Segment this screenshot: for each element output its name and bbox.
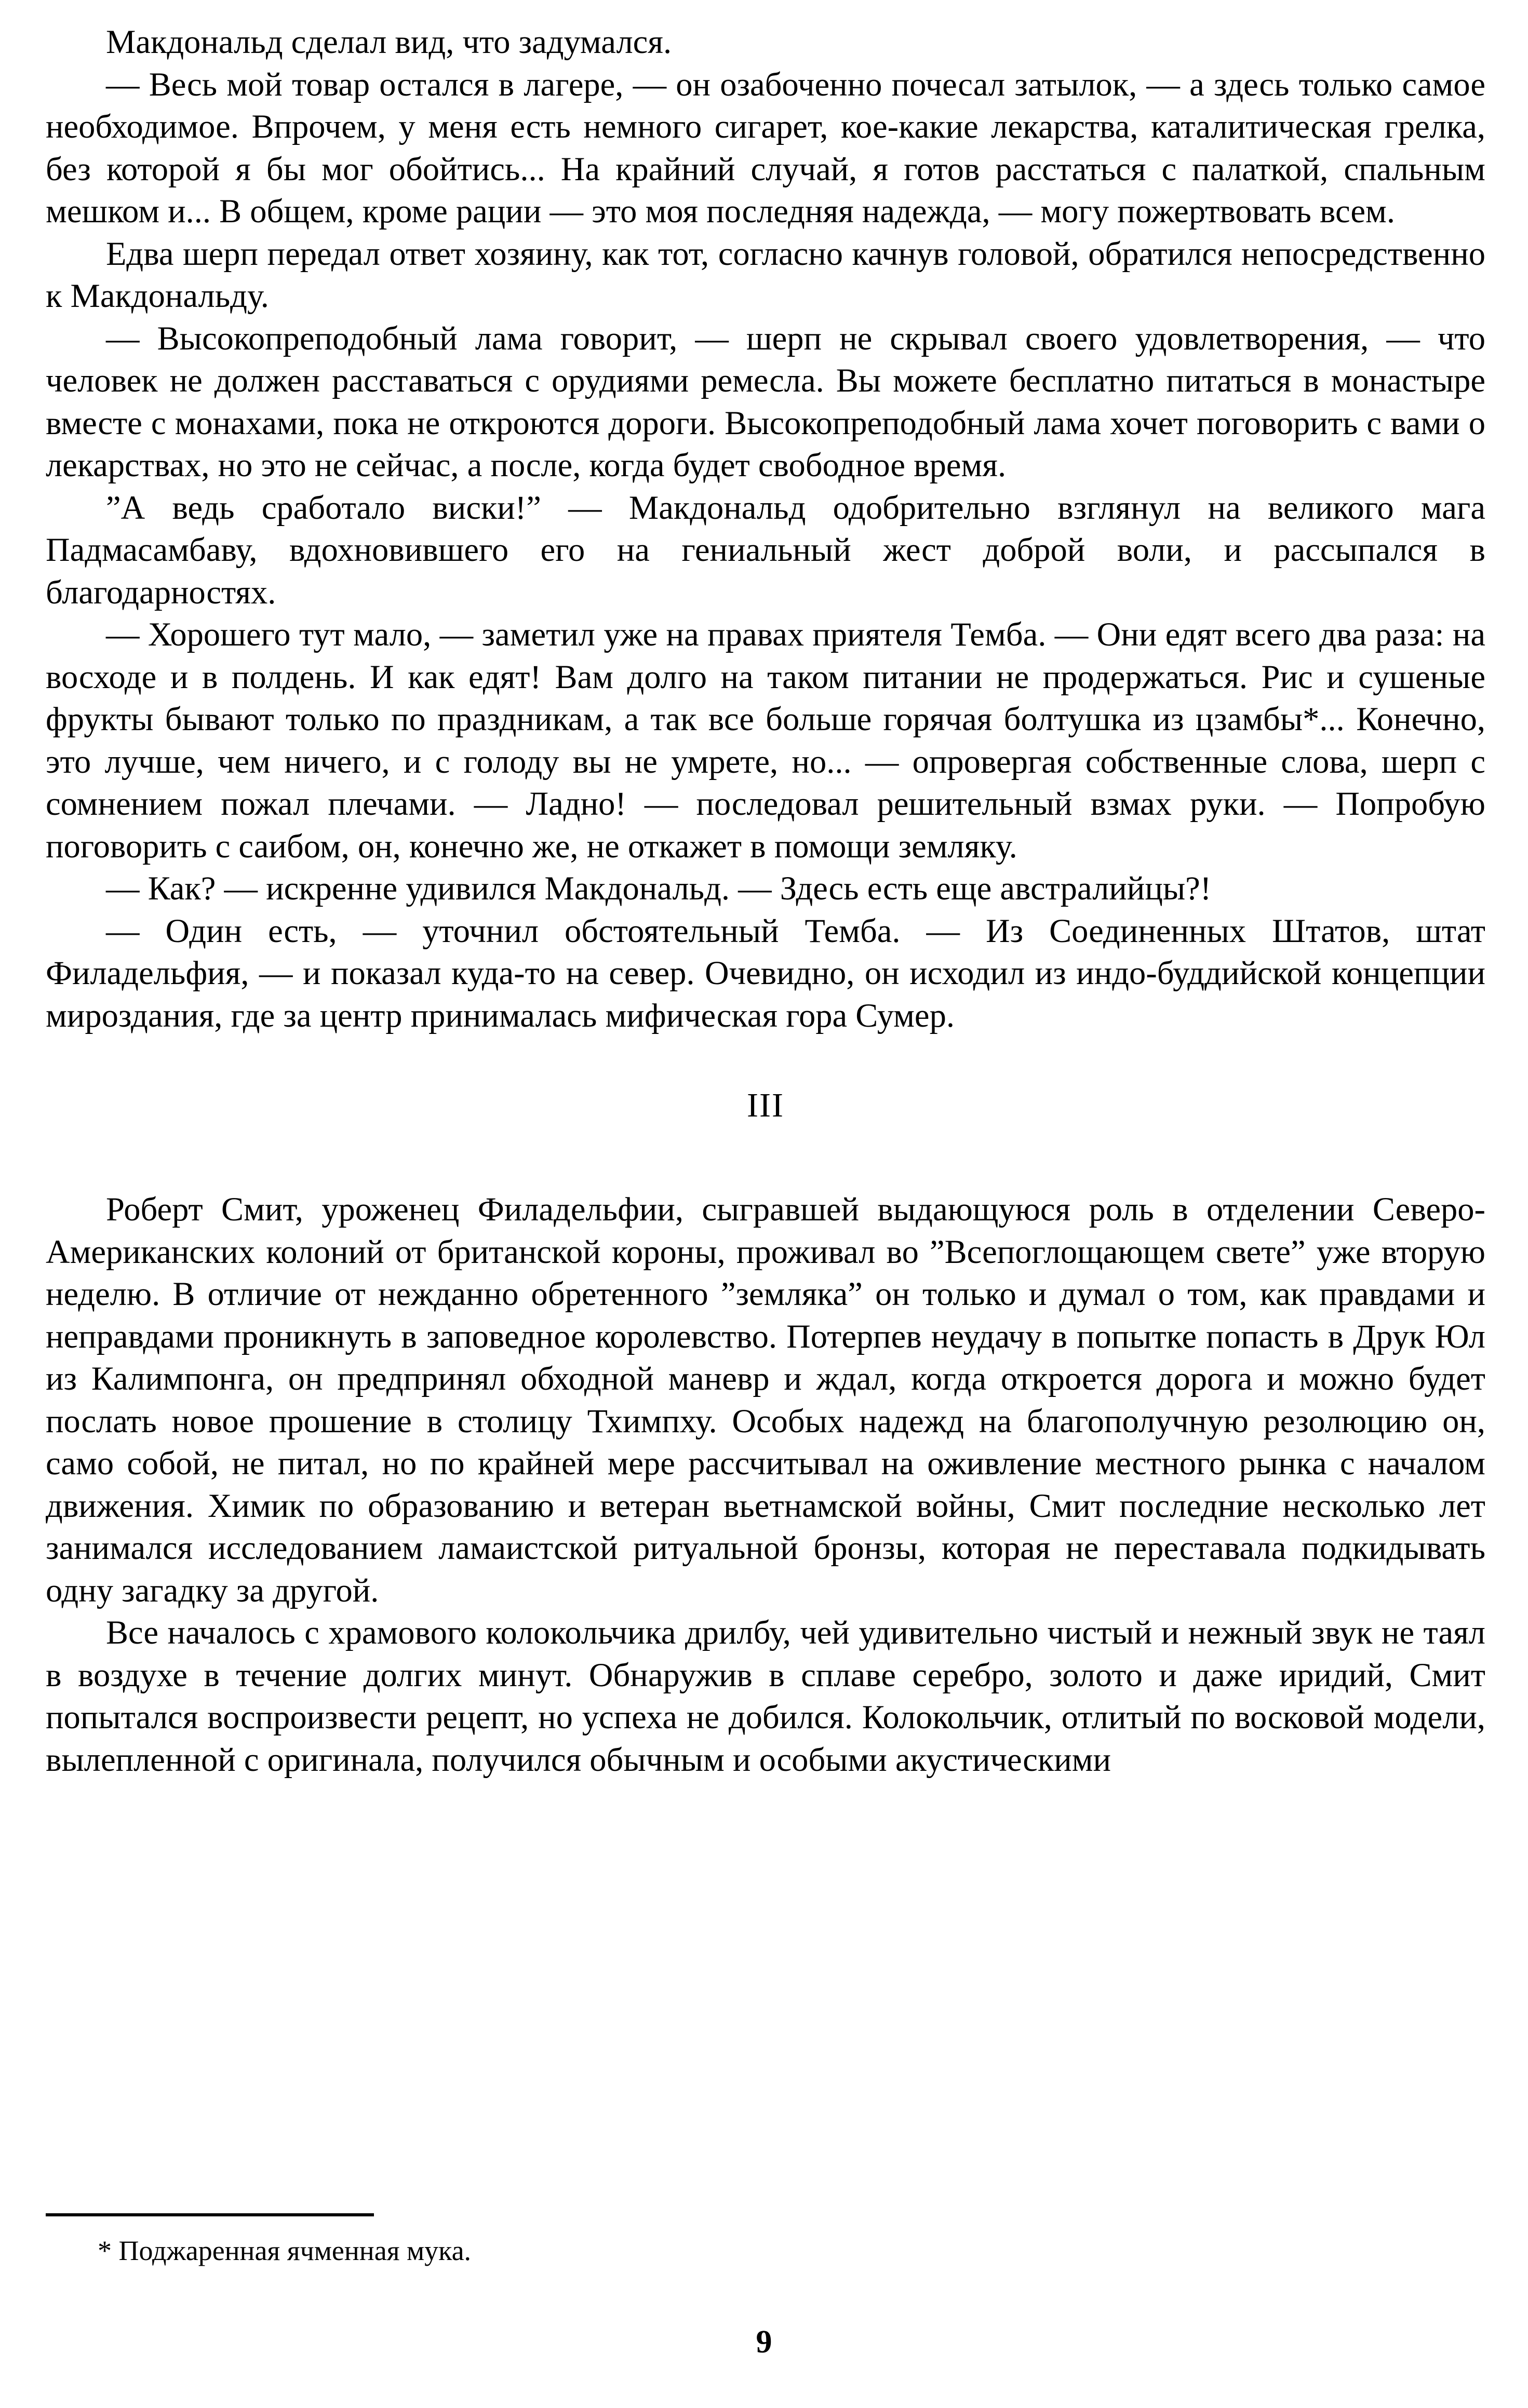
section-heading: III (747, 1086, 784, 1124)
paragraph: — Высокопреподобный лама говорит, — шерп не скрывал своего удовлетворения, — что человек не должен расставаться с орудиями ремесла. Вы можете бесплатно питаться в монастыре вместе с монахами, пока не откроются дороги. Высокопреподобный лама хочет поговорить с вами о лекарствах, но это не сейчас, а после, когда будет свободное время. (46, 319, 1485, 483)
footnote-divider (46, 2213, 374, 2216)
paragraph: — Хорошего тут мало, — заметил уже на правах приятеля Темба. — Они едят всего два раза: на восходе и в полдень. И как едят! Вам долго на таком питании не продержаться. Рис и сушеные фрукты бывают только по праздникам, а так все больше горячая болтушка из цзамбы*... Конечно, это лучше, чем ничего, и с голоду вы не умрете, но... — опровергая собственные слова, шерп с сомнением пожал плечами. — Ладно! — последовал решительный взмах руки. — Попробую поговорить с саибом, он, конечно же, не откажет в помощи земляку. (46, 616, 1485, 865)
page-body (46, 21, 1485, 1781)
paragraph: — Как? — искренне удивился Макдональд. — Здесь есть еще австралийцы?! (106, 870, 1212, 907)
paragraph: — Один есть, — уточнил обстоятельный Темба. — Из Соединенных Штатов, штат Филадельфия, — и показал куда-то на север. Очевидно, он исходил из индо-буддийской концепции мироздания, где за центр принималась мифическая гора Сумер. (46, 912, 1485, 1034)
paragraph: — Весь мой товар остался в лагере, — он озабоченно почесал затылок, — а здесь только самое необходимое. Впрочем, у меня есть немного сигарет, кое-какие лекарства, каталитическая грелка, без которой я бы мог обойтись... На крайний случай, я готов расстаться с палаткой, спальным мешком и... В общем, кроме рации — это моя последняя надежда, — могу пожертвовать всем. (46, 65, 1485, 230)
paragraph: Роберт Смит, уроженец Филадельфии, сыгравшей выдающуюся роль в отделении Северо-Американских колоний от британской короны, проживал во ”Всепоглощающем свете” уже вторую неделю. В отличие от нежданно обретенного ”земляка” он только и думал о том, как правдами и неправдами проникнуть в заповедное королевство. Потерпев неудачу в попытке попасть в Друк Юл из Калимпонга, он предпринял обходной маневр и ждал, когда откроется дорога и можно будет послать новое прошение в столицу Тхимпху. Особых надежд на благополучную резолюцию он, само собой, не питал, но по крайней мере рассчитывал на оживление местного рынка с началом движения. Химик по образованию и ветеран вьетнамской войны, Смит последние несколько лет занимался исследованием ламаистской ритуальной бронзы, которая не переставала подкидывать одну загадку за другой. (46, 1191, 1485, 1609)
footnote: * Поджаренная ячменная мука. (98, 2235, 472, 2266)
paragraph: Едва шерп передал ответ хозяину, как тот, согласно качнув головой, обратился непосредственно к Макдональду. (46, 235, 1485, 314)
paragraph: Макдональд сделал вид, что задумался. (106, 23, 672, 60)
paragraph: ”А ведь сработало виски!” — Макдональд одобрительно взглянул на великого мага Падмасамбаву, вдохновившего его на гениальный жест доброй воли, и рассыпался в благодарностях. (46, 489, 1485, 611)
page-number: 9 (756, 2324, 772, 2360)
paragraph: Все началось с храмового колокольчика дрилбу, чей удивительно чистый и нежный звук не таял в воздухе в течение долгих минут. Обнаружив в сплаве серебро, золото и даже иридий, Смит попытался воспроизвести рецепт, но успеха не добился. Колокольчик, отлитый по восковой модели, вылепленной с оригинала, получился обычным и особыми акустическими (46, 1614, 1485, 1778)
